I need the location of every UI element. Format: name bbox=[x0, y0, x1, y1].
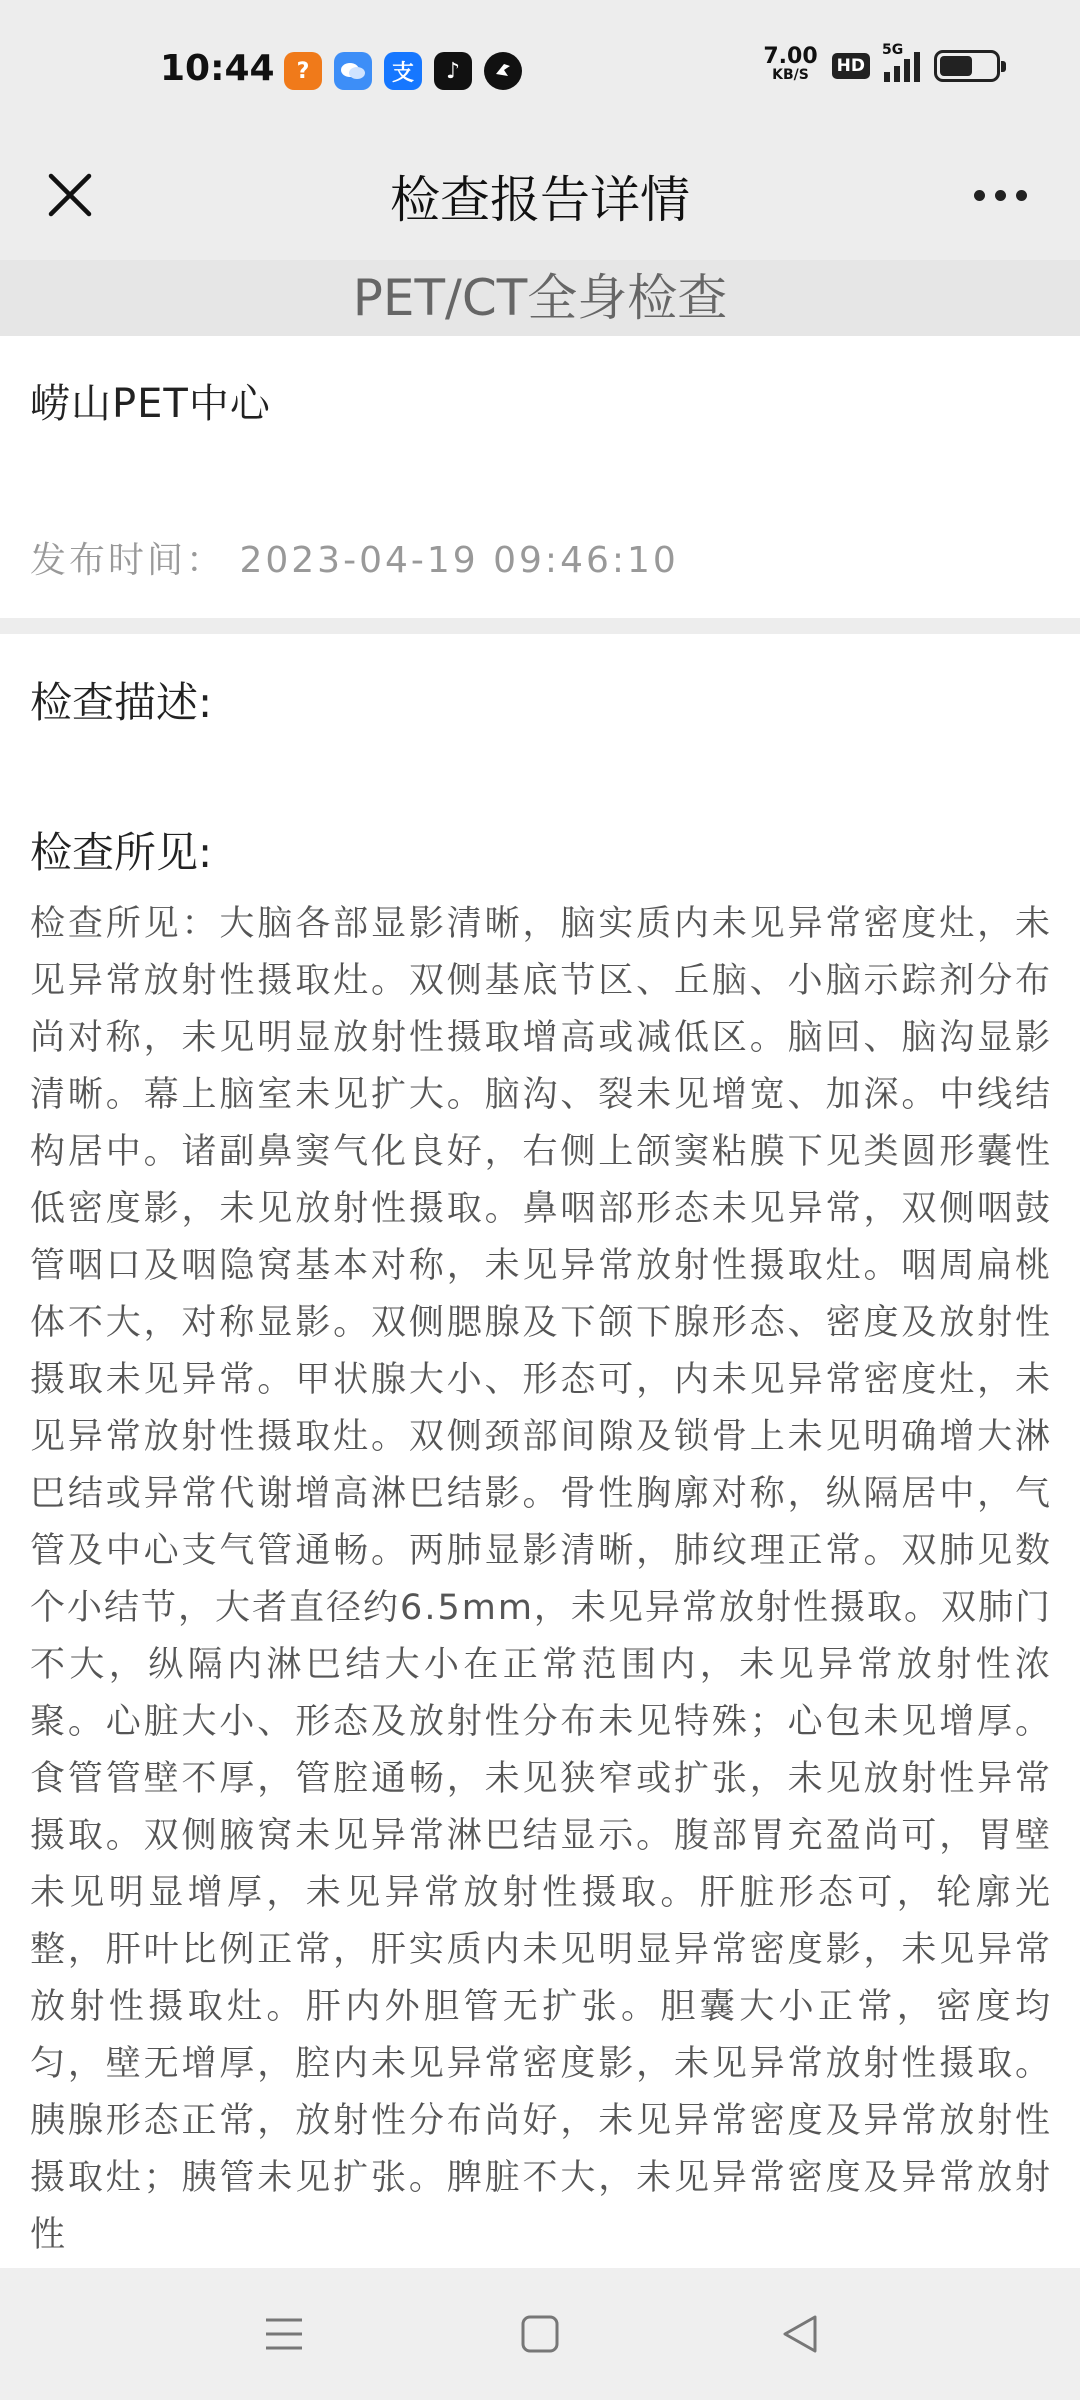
back-button[interactable] bbox=[770, 2304, 830, 2364]
publish-time-label: 发布时间： bbox=[30, 540, 226, 581]
more-dots-icon bbox=[974, 190, 985, 201]
report-content-card[interactable] bbox=[0, 634, 1080, 2268]
chat-notification-icon bbox=[334, 52, 372, 90]
menu-icon bbox=[264, 2316, 304, 2352]
hospital-name: 崂山PET中心 bbox=[30, 381, 271, 427]
findings-text: 检查所见：大脑各部显影清晰，脑实质内未见异常密度灶，未见异常放射性摄取灶。双侧基底节区、丘脑、小脑示踪剂分布尚对称，未见明显放射性摄取增高或减低区。脑回、脑沟显影清晰。幕上脑室未见扩大。脑沟、裂未见增宽、加深。中线结构居中。诸副鼻窦气化良好，右侧上颌窦粘膜下见类圆形囊性低密度影，未见放射性摄取。鼻咽部形态未见异常，双侧咽鼓管咽口及咽隐窝基本对称，未见异常放射性摄取灶。咽周扁桃体不大，对称显影。双侧腮腺及下颌下腺形态、密度及放射性摄取未见异常。甲状腺大小、形态可，内未见异常密度灶，未见异常放射性摄取灶。双侧颈部间隙及锁骨上未见明确增大淋巴结或异常代谢增高淋巴结影。骨性胸廓对称，纵隔居中，气管及中心支气管通畅。两肺显影清晰，肺纹理正常。双肺见数个小结节，大者直径约6.5mm，未见异常放射性摄取。双肺门不大，纵隔内淋巴结大小在正常范围内，未见异常放射性浓聚。心脏大小、形态及放射性分布未见特殊；心包未见增厚。食管管壁不厚，管腔通畅，未见狭窄或扩张，未见放射性异常摄取。双侧腋窝未见异常淋巴结显示。腹部胃充盈尚可，胃壁未见明显增厚，未见异常放射性摄取。肝脏形态可，轮廓光整，肝叶比例正常，肝实质内未见明显异常密度影，未见异常放射性摄取灶。肝内外胆管无扩张。胆囊大小正常，密度均匀，壁无增厚，腔内未见异常密度影，未见异常放射性摄取。胰腺形态正常，放射性分布尚好，未见异常密度及异常放射性摄取灶；胰管未见扩张。脾脏不大，未见异常密度及异常放射性 bbox=[30, 904, 1052, 2255]
publish-time-value: 2023-04-19 09:46:10 bbox=[239, 540, 679, 581]
status-bar bbox=[0, 0, 1080, 130]
notification-icons bbox=[284, 52, 522, 90]
recent-apps-button[interactable] bbox=[254, 2304, 314, 2364]
bird-notification-icon bbox=[484, 52, 522, 90]
exam-type-banner: PET/CT全身检查 bbox=[0, 260, 1080, 336]
findings-heading: 检查所见: bbox=[30, 828, 213, 877]
system-navigation-bar bbox=[0, 2268, 1080, 2400]
tiktok-notification-icon: ♪ bbox=[434, 52, 472, 90]
alipay-notification-icon: 支 bbox=[384, 52, 422, 90]
network-speed: 7.00 KB/S bbox=[763, 44, 818, 83]
battery-icon bbox=[934, 50, 1000, 82]
navigation-bar bbox=[0, 130, 1080, 260]
status-time: 10:44 bbox=[160, 48, 275, 89]
home-square-icon bbox=[521, 2315, 559, 2353]
home-button[interactable] bbox=[510, 2304, 570, 2364]
back-triangle-icon bbox=[781, 2314, 819, 2354]
publish-time bbox=[30, 532, 679, 583]
status-indicators bbox=[763, 42, 1000, 84]
app-notification-icon: ? bbox=[284, 52, 322, 90]
hd-badge: HD bbox=[832, 53, 870, 79]
report-info-card bbox=[0, 336, 1080, 618]
more-options-button[interactable] bbox=[950, 155, 1050, 235]
description-heading: 检查描述: bbox=[30, 678, 213, 727]
signal-icon: 5G bbox=[884, 50, 920, 82]
page-title: 检查报告详情 bbox=[390, 171, 690, 229]
